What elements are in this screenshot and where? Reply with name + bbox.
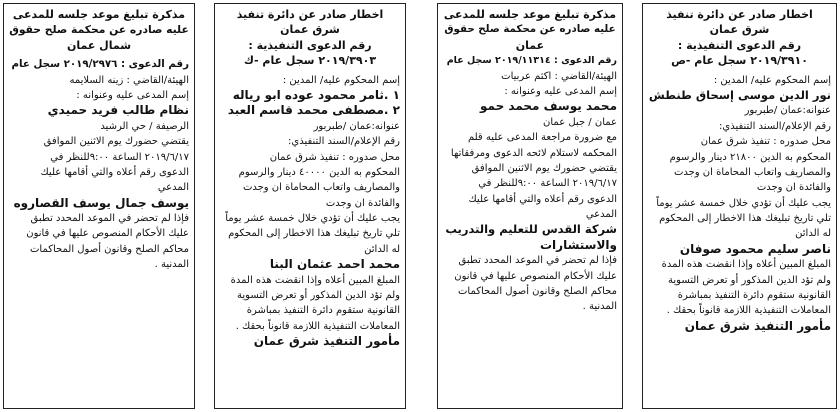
notice-line: الدعوى رقم أعلاه والتي أقامها عليك (468, 193, 617, 205)
notice-line: ٢٠١٩/٣٩١٠ سجل عام -ص (671, 54, 808, 68)
notice-line: يوسف جمال يوسف القصاروه (13, 195, 189, 210)
notice-line: رقم الإعلام/السند التنفيذي: (288, 136, 400, 148)
notice-line: ولم تؤد الدين المذكور أو تعرض التسوية (668, 274, 831, 286)
notice-line: محمد يوسف محمد حمو (480, 99, 617, 114)
notice-line: يقتضي حضورك يوم الاثنين الموافق (43, 136, 189, 148)
notice-line: الهيئة/القاضي : زينه السلايمه (69, 74, 189, 86)
notice-line: رقم الدعوى التنفيذية : (677, 38, 802, 52)
notice-line: شركة القدس للتعليم والتدريب (445, 222, 617, 237)
notice-line: الرصيفة / حي الرشيد (100, 120, 189, 132)
notice-line: محاكم الصلح وقانون أصول المحاكمات (457, 286, 617, 298)
notice-line: ٢ .مصطفى محمد قاسم العبد (227, 103, 400, 118)
notice-panel (214, 3, 406, 409)
notice-line: ١ .ثامر محمود عوده ابو رياله (232, 87, 400, 102)
notice-line: عمان / جبل عمان (543, 116, 617, 128)
notice-line: المبلغ المبين أعلاه وإذا انقضت هذه المدة (230, 274, 400, 286)
notice-panel (642, 3, 837, 409)
notice-line: عليك الأحكام المنصوص عليها في قانون (454, 270, 617, 282)
notice-line: المحكوم به الدين ٢١٨٠٠ دينار والرسوم (669, 151, 831, 163)
notice-line: يجب عليك أن تؤدي خلال خمسة عشر يوماً (656, 197, 831, 209)
notice-line: ولم تؤد الدين المذكور أو تعرض التسوية (237, 290, 400, 302)
notice-line: عنوانه:عمان /طبربور (313, 120, 400, 132)
notice-line: عليه صادره عن محكمة صلح حقوق (444, 23, 616, 36)
notice-line: نظام طالب فريد حميدي (47, 103, 189, 118)
notice-line: مأمور التنفيذ شرق عمان (684, 318, 831, 333)
notice-line: ٢٠١٩/٦/١٧ الساعة ٩:٠٠للنظر في (50, 151, 189, 163)
notice-panel (437, 3, 623, 409)
notice-line: فإذا لم تحضر في الموعد المحدد تطبق (458, 255, 617, 267)
notice-line: إسم المحكوم عليه/ المدين : (713, 74, 831, 86)
notice-line: تلي تاريخ تبليغك هذا الاخطار إلى المحكوم (659, 213, 831, 225)
notice-line: يجب عليك أن تؤدي خلال خمسة عشر يوماً (225, 213, 400, 225)
notice-line: عمان (515, 38, 545, 52)
notice-line: والفائدة ان وجدت (325, 197, 400, 209)
notice-line: رقم الإعلام/السند التنفيذي: (719, 120, 831, 132)
notice-line: يقتضي حضورك يوم الاثنين الموافق (471, 162, 617, 174)
notice-line: نور الدين موسى إسحاق طنطش (648, 87, 831, 102)
notice-line: المعاملات التنفيذية اللازمة قانوناً بحقك . (235, 320, 400, 332)
notice-line: محاكم الصلح وقانون أصول المحاكمات (29, 243, 189, 255)
notice-line: شرق عمان (709, 23, 770, 37)
notice-line: الدعوى رقم أعلاه والتي أقامها عليك (40, 166, 189, 178)
notice-line: رقم الدعوى التنفيذية : (248, 38, 372, 52)
notice-line: فإذا لم تحضر في الموعد المحدد تطبق (30, 213, 189, 225)
notice-line: مع ضرورة مراجعة المدعى عليه قلم (467, 132, 617, 144)
notice-line: محمد احمد عثمان البنا (269, 257, 400, 272)
notice-line: محل صدوره : تنفيذ شرق عمان (269, 151, 400, 163)
notice-line: محل صدوره : تنفيذ شرق عمان (700, 136, 831, 148)
notice-line: والمصاريف واتعاب المحاماة ان وجدت (673, 166, 831, 178)
notice-line: إسم المدعى عليه وعنوانه : (76, 89, 189, 101)
notice-line: إسم المدعى عليه وعنوانه : (504, 85, 617, 97)
notice-line: عنوانه:عمان /طبربور (744, 105, 831, 117)
notice-line: المحكوم به الدين ٤٠٠٠٠ دينار والرسوم (238, 166, 400, 178)
notice-line: اخطار صادر عن دائرة تنفيذ (666, 8, 813, 21)
notice-line: شمال عمان (66, 38, 132, 52)
notice-line: والاستشارات (539, 237, 617, 252)
notice-line: مذكرة تبليغ موعد جلسه للمدعى (12, 8, 186, 21)
notice-line: المعاملات التنفيذية اللازمة قانوناً بحقك . (666, 305, 831, 317)
notice-line: رقم الدعوى : ٢٠١٩/٢٩٧٦ سجل عام (11, 58, 189, 71)
notice-line: المدعي (157, 182, 189, 194)
notice-line: له الدائن (795, 228, 831, 240)
notice-panel (3, 3, 195, 409)
notice-line: مأمور التنفيذ شرق عمان (253, 334, 400, 349)
notice-line: المحكمه لاستلام لائحه الدعوى ومرفقاتها (450, 147, 617, 159)
notice-line: الهيئة/القاضي : اكثم عربيات (501, 70, 617, 82)
notice-line: والمصاريف واتعاب المحاماة ان وجدت (242, 182, 400, 194)
notice-line: اخطار صادر عن دائرة تنفيذ (236, 8, 384, 21)
notice-line: مذكرة تبليغ موعد جلسه للمدعى (443, 8, 617, 21)
notice-line: عليك الأحكام المنصوص عليها في قانون (26, 228, 189, 240)
notice-line: عليه صادره عن محكمة صلح حقوق (9, 23, 189, 37)
notice-line: ٢٠١٩/٦/١٧ الساعة ٩:٠٠للنظر في (478, 178, 617, 190)
notice-line: له الدائن (364, 243, 400, 255)
notice-line: المدنية . (582, 301, 617, 313)
notice-line: تلي تاريخ تبليغك هذا الاخطار إلى المحكوم (228, 228, 400, 240)
notice-line: المبلغ المبين أعلاه وإذا انقضت هذه المدة (661, 259, 831, 271)
notice-line: ٢٠١٩/٣٩٠٣ سجل عام -ك (243, 54, 377, 68)
notice-line: القانونية ستقوم دائرة التنفيذ بمباشرة (677, 290, 831, 302)
notice-line: المدعي (585, 209, 617, 221)
notice-line: المدنية . (154, 259, 189, 271)
notice-line: إسم المحكوم عليه/ المدين : (282, 74, 400, 86)
notice-line: رقم الدعوى : ٢٠١٩/١١٣١٤ سجل عام (446, 55, 617, 67)
notice-line: والفائدة ان وجدت (756, 182, 831, 194)
notice-line: شرق عمان (280, 23, 340, 37)
notice-line: القانونية ستقوم دائرة التنفيذ بمباشرة (246, 305, 400, 317)
notice-line: ناصر سليم محمود صوفان (679, 241, 831, 256)
